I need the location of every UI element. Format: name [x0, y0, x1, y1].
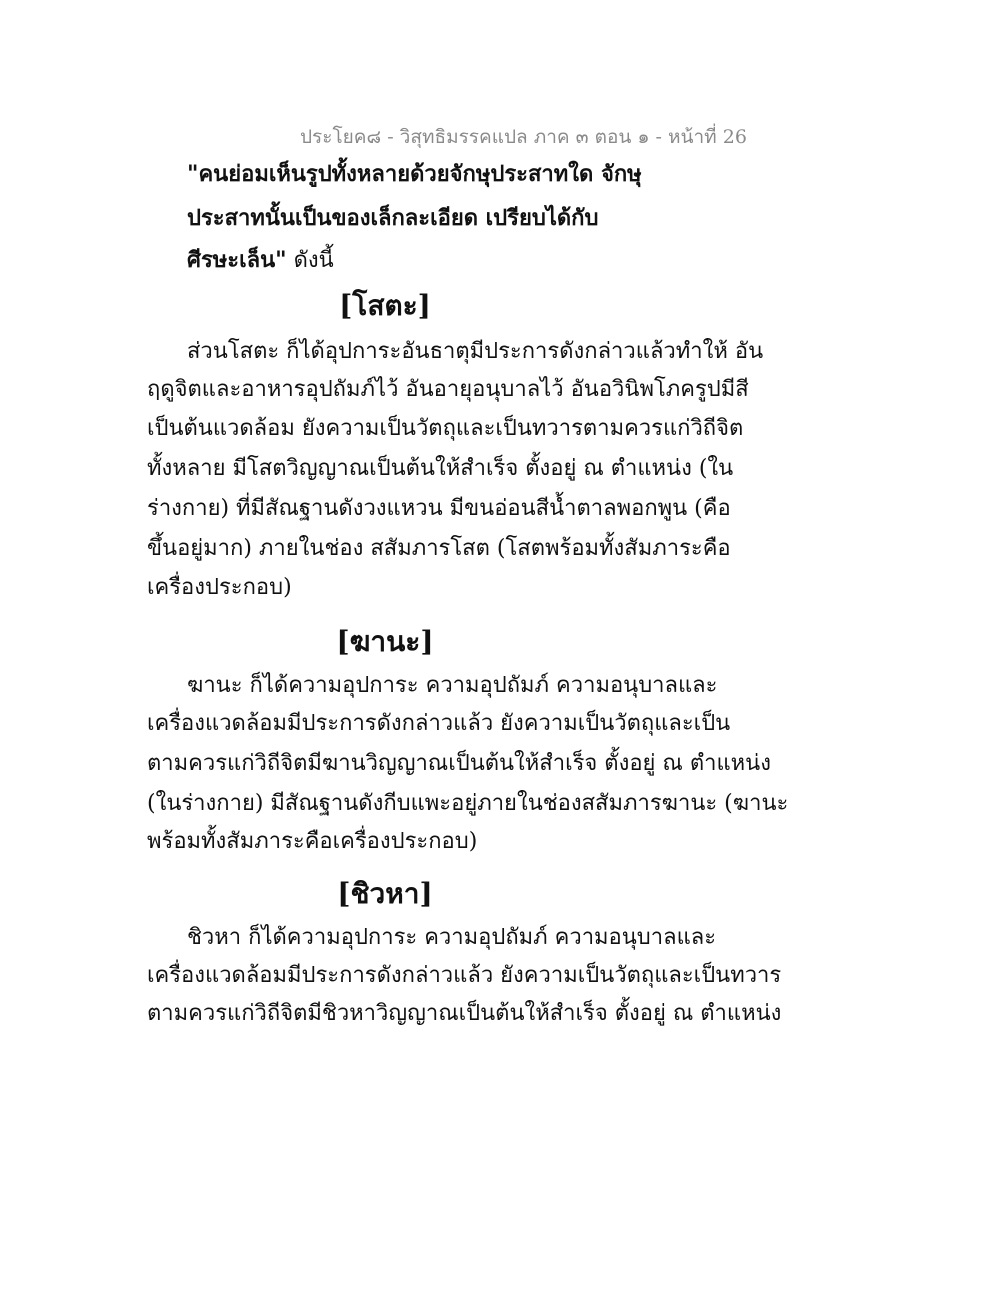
sota-line-3: เป็นต้นแวดล้อม ยังความเป็นวัตถุและเป็นทวารตามควรแก่วิถีจิต [147, 416, 744, 441]
page-header: ประโยค๘ - วิสุทธิมรรคแปล ภาค ๓ ตอน ๑ - หน้าที่ 26 [300, 126, 747, 148]
jivha-line-1: ชิวหา ก็ได้ความอุปการะ ความอุปถัมภ์ ความอนุบาลและ [187, 925, 717, 950]
sota-line-7: เครื่องประกอบ) [147, 575, 292, 600]
sota-line-6: ขึ้นอยู่มาก) ภายในช่อง สสัมภารโสต (โสตพร้อมทั้งสัมภาระคือ [147, 536, 731, 561]
quote-line-1: "คนย่อมเห็นรูปทั้งหลายด้วยจักษุประสาทใด จักษุ [187, 161, 642, 187]
quote-line-3-bold: ศีรษะเล็น" [187, 247, 287, 273]
quote-line-3 [187, 246, 334, 275]
jivha-line-3: ตามควรแก่วิถีจิตมีชิวหาวิญญาณเป็นต้นให้สำเร็จ ตั้งอยู่ ณ ตำแหน่ง [147, 1001, 782, 1026]
ghana-line-1: ฆานะ ก็ได้ความอุปการะ ความอุปถัมภ์ ความอนุบาลและ [187, 673, 718, 698]
sota-line-2: ฤดูจิตและอาหารอุปถัมภ์ไว้ อันอายุอนุบาลไว้ อันอวินิพโภครูปมีสี [147, 377, 749, 402]
sota-line-1: ส่วนโสตะ ก็ได้อุปการะอันธาตุมีประการดังกล่าวแล้วทำให้ อัน [187, 339, 764, 364]
section-heading-jivha: [ชิวหา] [337, 877, 433, 910]
jivha-line-2: เครื่องแวดล้อมมีประการดังกล่าวแล้ว ยังความเป็นวัตถุและเป็นทวาร [147, 963, 782, 988]
ghana-line-4: (ในร่างกาย) มีสัณฐานดังกีบแพะอยู่ภายในช่องสสัมภารฆานะ (ฆานะ [147, 791, 789, 816]
sota-line-4: ทั้งหลาย มีโสตวิญญาณเป็นต้นให้สำเร็จ ตั้งอยู่ ณ ตำแหน่ง (ใน [147, 456, 734, 481]
section-heading-sota: [โสตะ] [339, 289, 431, 322]
section-heading-ghana: [ฆานะ] [336, 625, 434, 658]
ghana-line-3: ตามควรแก่วิถีจิตมีฆานวิญญาณเป็นต้นให้สำเร็จ ตั้งอยู่ ณ ตำแหน่ง [147, 751, 771, 776]
sota-line-5: ร่างกาย) ที่มีสัณฐานดังวงแหวน มีขนอ่อนสีน้ำตาลพอกพูน (คือ [147, 496, 731, 521]
ghana-line-5: พร้อมทั้งสัมภาระคือเครื่องประกอบ) [147, 829, 478, 854]
ghana-line-2: เครื่องแวดล้อมมีประการดังกล่าวแล้ว ยังความเป็นวัตถุและเป็น [147, 711, 731, 736]
quote-line-3-rest: ดังนี้ [286, 248, 334, 273]
quote-line-2: ประสาทนั้นเป็นของเล็กละเอียด เปรียบได้กับ [187, 205, 599, 231]
